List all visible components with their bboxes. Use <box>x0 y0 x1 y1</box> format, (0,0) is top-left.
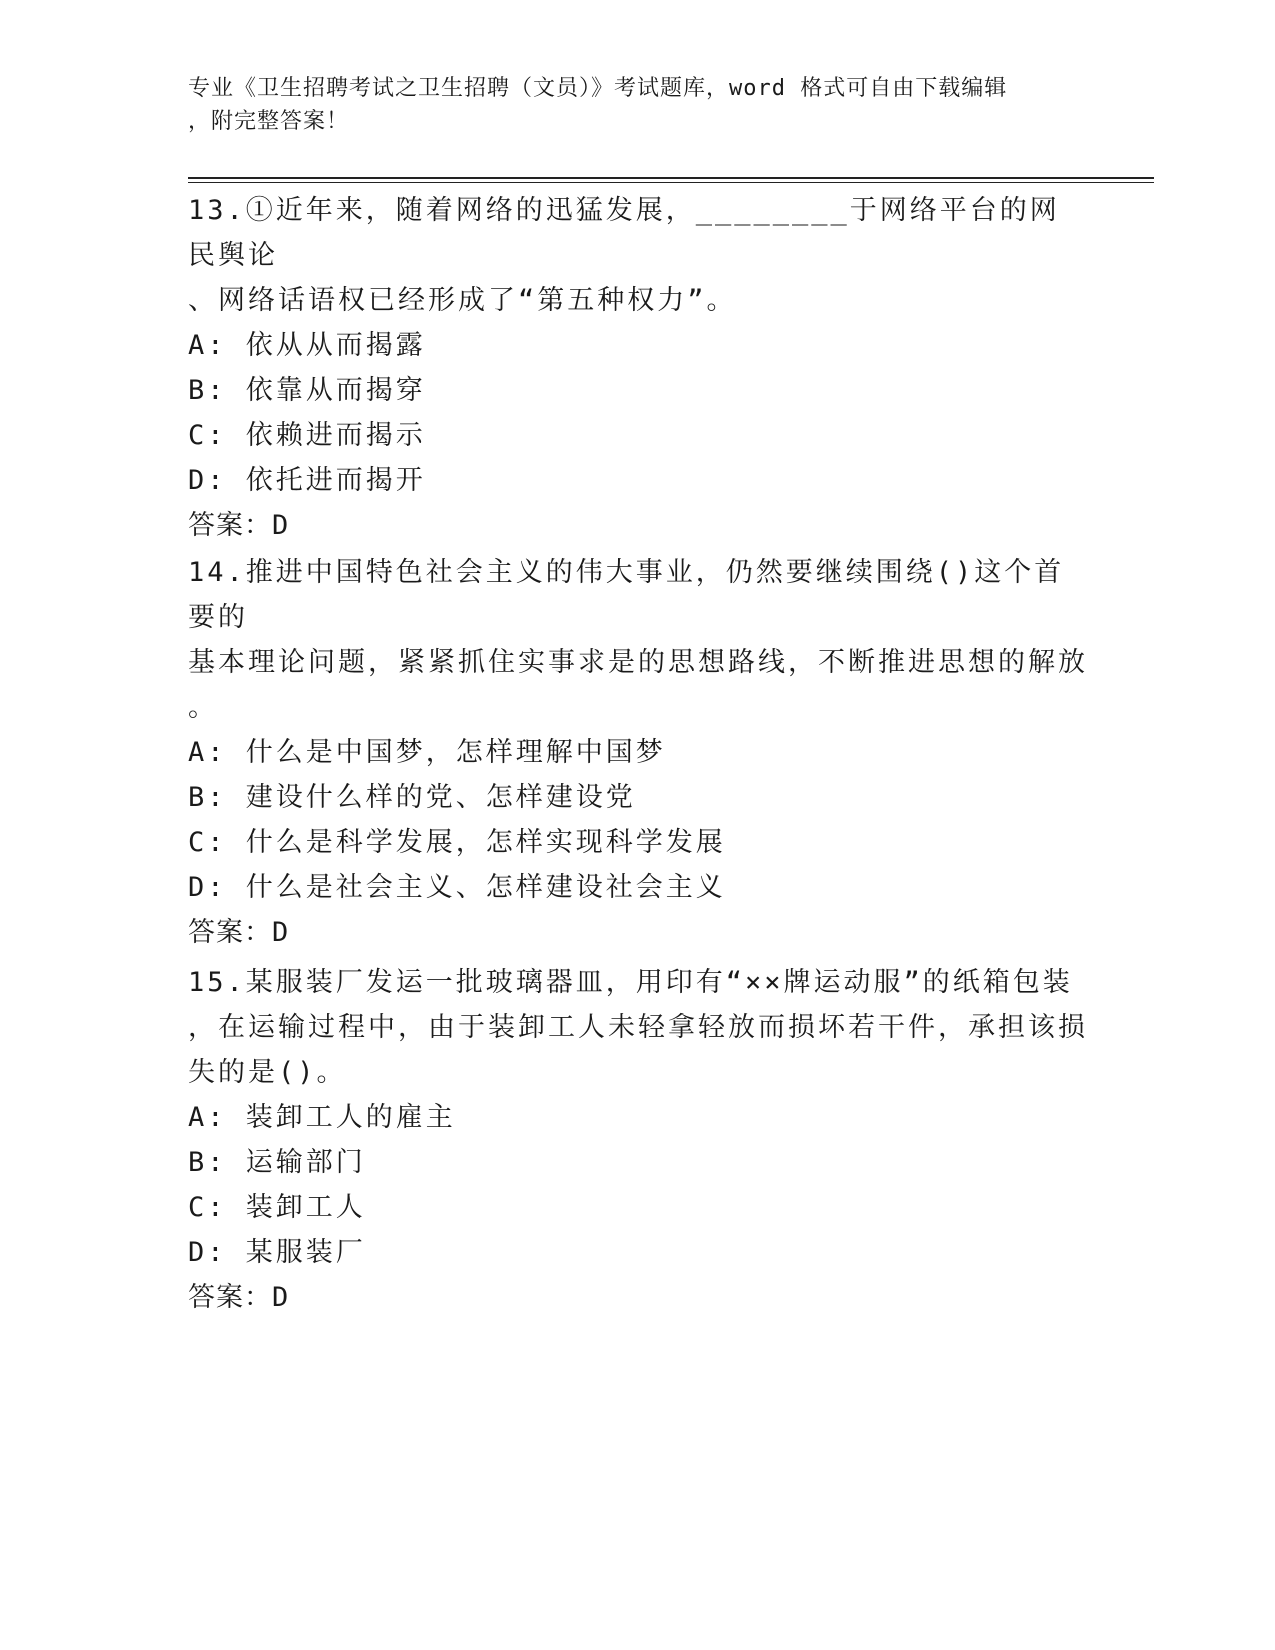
option-d: D: 某服装厂 <box>188 1237 366 1268</box>
header-line-2: ，附完整答案！ <box>188 109 350 134</box>
option-c: C: 装卸工人 <box>188 1192 366 1223</box>
option-a: A: 依从从而揭露 <box>188 330 426 361</box>
answer-value: D <box>272 917 290 948</box>
answer-label: 答案： <box>188 917 272 948</box>
question-13 <box>188 188 1088 548</box>
option-b: B: 建设什么样的党、怎样建设党 <box>188 782 636 813</box>
option-b: B: 运输部门 <box>188 1147 366 1178</box>
stem-line: 基本理论问题，紧紧抓住实事求是的思想路线，不断推进思想的解放 <box>188 647 1088 678</box>
answer-line <box>188 1275 1088 1320</box>
stem-line: 。 <box>188 692 218 723</box>
stem-line: 14.推进中国特色社会主义的伟大事业，仍然要继续围绕()这个首要的 <box>188 557 1065 633</box>
answer-value: D <box>272 1282 290 1313</box>
stem-line: 失的是()。 <box>188 1057 347 1088</box>
stem-line: 13.①近年来，随着网络的迅猛发展，________于网络平台的网民舆论 <box>188 195 1060 271</box>
option-d: D: 依托进而揭开 <box>188 465 426 496</box>
stem-line: 、网络话语权已经形成了“第五种权力”。 <box>188 285 737 316</box>
question-stem <box>188 188 1088 323</box>
option-a: A: 什么是中国梦，怎样理解中国梦 <box>188 737 666 768</box>
question-14 <box>188 550 1088 955</box>
stem-line: ，在运输过程中，由于装卸工人未轻拿轻放而损坏若干件，承担该损 <box>188 1012 1088 1043</box>
answer-label: 答案： <box>188 510 272 541</box>
option-c: C: 依赖进而揭示 <box>188 420 426 451</box>
answer-line <box>188 503 1088 548</box>
question-stem <box>188 960 1088 1095</box>
option-a: A: 装卸工人的雇主 <box>188 1102 456 1133</box>
answer-line <box>188 910 1088 955</box>
answer-value: D <box>272 510 290 541</box>
answer-label: 答案： <box>188 1282 272 1313</box>
option-d: D: 什么是社会主义、怎样建设社会主义 <box>188 872 726 903</box>
question-stem <box>188 550 1088 730</box>
option-c: C: 什么是科学发展，怎样实现科学发展 <box>188 827 726 858</box>
option-b: B: 依靠从而揭穿 <box>188 375 426 406</box>
header-divider-thick <box>188 177 1154 179</box>
question-15 <box>188 960 1088 1320</box>
header-divider-thin <box>188 182 1154 183</box>
document-header <box>188 72 1078 138</box>
stem-line: 15.某服装厂发运一批玻璃器皿，用印有“××牌运动服”的纸箱包装 <box>188 967 1073 998</box>
header-line-1: 专业《卫生招聘考试之卫生招聘（文员）》考试题库，word 格式可自由下载编辑 <box>188 76 1008 101</box>
